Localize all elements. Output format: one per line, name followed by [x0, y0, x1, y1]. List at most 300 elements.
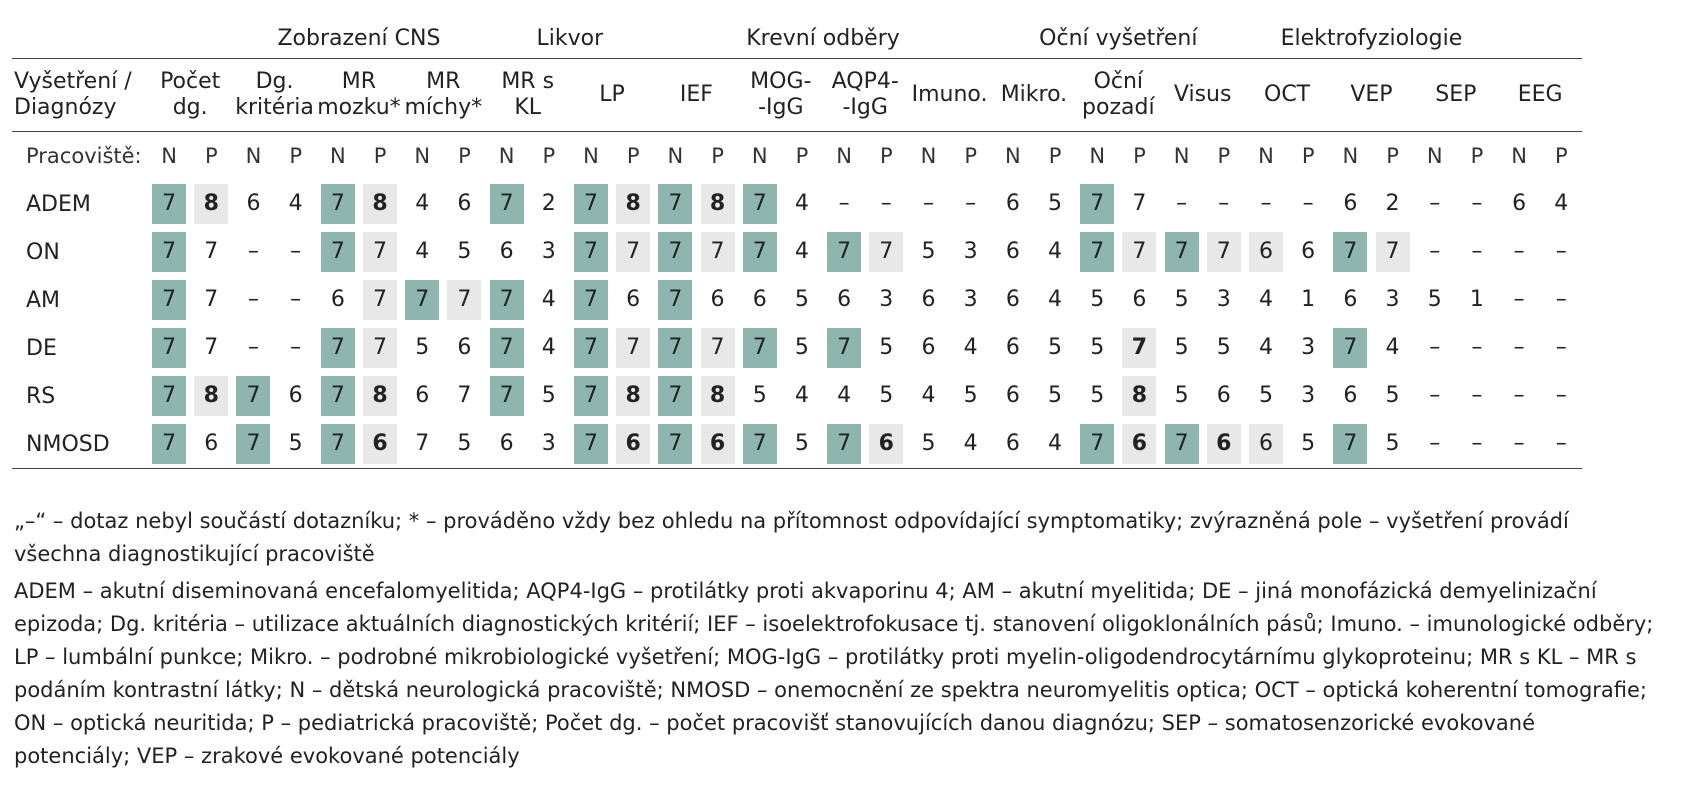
column-header-line: dg. [172, 95, 208, 120]
site-code-n: N [1089, 144, 1106, 168]
column-header-line: Imuno. [911, 82, 988, 107]
table-cell [486, 372, 528, 420]
cell-value: 7 [1122, 328, 1156, 368]
site-row [12, 132, 1582, 181]
cell-value: – [1513, 431, 1525, 456]
table-cell [950, 372, 992, 420]
cell-value: – [1471, 191, 1483, 216]
group-header [12, 18, 232, 59]
table-cell [317, 372, 359, 420]
table-cell [950, 228, 992, 276]
table-cell [1034, 420, 1076, 469]
table-cell [1287, 372, 1329, 420]
table-cell [1414, 372, 1456, 420]
table-cell [865, 228, 907, 276]
cell-value: – [1471, 383, 1483, 408]
column-header-row [12, 59, 1582, 132]
cell-value: 7 [490, 376, 524, 416]
cell-value: 6 [499, 431, 514, 456]
column-header [1414, 59, 1498, 132]
cell-value: 5 [794, 287, 809, 312]
table-cell [696, 180, 738, 228]
table-cell [443, 276, 485, 324]
cell-value: 6 [1216, 383, 1231, 408]
cell-value: 6 [1122, 424, 1156, 464]
table-cell [907, 276, 949, 324]
cell-value: 7 [1207, 232, 1241, 272]
column-header [907, 59, 991, 132]
table-cell [1076, 180, 1118, 228]
cell-value: – [1260, 191, 1272, 216]
cell-value: 7 [1333, 232, 1367, 272]
table-cell [907, 228, 949, 276]
table-cell [1456, 180, 1498, 228]
table-cell [1245, 228, 1287, 276]
site-code-n: N [329, 144, 346, 168]
cell-value: 7 [152, 184, 186, 224]
cell-value: 5 [1174, 287, 1189, 312]
table-cell [612, 324, 654, 372]
site-code-p: P [711, 144, 724, 168]
cell-value: – [1429, 191, 1441, 216]
table-cell [1456, 372, 1498, 420]
cell-value: 5 [1216, 335, 1231, 360]
cell-value: 3 [1385, 287, 1400, 312]
cell-value: – [1218, 191, 1230, 216]
cell-value: 7 [743, 328, 777, 368]
cell-value: 7 [152, 280, 186, 320]
cell-value: 6 [1301, 239, 1316, 264]
table-cell [1118, 372, 1160, 420]
cell-value: 7 [1376, 232, 1410, 272]
cell-value: 7 [363, 232, 397, 272]
cell-value: – [1513, 287, 1525, 312]
cell-value: 6 [204, 431, 219, 456]
group-header: Zobrazení CNS [232, 18, 485, 59]
cell-value: 7 [490, 184, 524, 224]
table-cell [992, 420, 1034, 469]
table-cell [359, 420, 401, 469]
column-header-line: kritéria [235, 95, 314, 120]
table-row [12, 180, 1582, 228]
table-cell [992, 276, 1034, 324]
cell-value: – [1471, 239, 1483, 264]
table-cell [148, 420, 190, 469]
table-cell [992, 372, 1034, 420]
cell-value: 7 [1080, 232, 1114, 272]
cell-value: – [1513, 239, 1525, 264]
cell-value: 5 [1048, 383, 1063, 408]
cell-value: 6 [415, 383, 430, 408]
table-cell [992, 324, 1034, 372]
cell-value: – [1513, 383, 1525, 408]
site-code-n: N [1004, 144, 1021, 168]
cell-value: 7 [574, 184, 608, 224]
column-header [1329, 59, 1413, 132]
column-header-line: mozku* [317, 95, 401, 120]
cell-value: 8 [194, 184, 228, 224]
table-cell [612, 228, 654, 276]
site-code-n: N [1258, 144, 1274, 168]
header-line: Diagnózy [14, 95, 117, 120]
table-cell [148, 180, 190, 228]
table-cell [612, 276, 654, 324]
cell-value: 7 [1132, 191, 1147, 216]
table-cell [823, 324, 865, 372]
table-cell [359, 372, 401, 420]
column-header [1161, 59, 1245, 132]
table-cell [1540, 276, 1582, 324]
cell-value: 4 [1258, 287, 1273, 312]
site-code-n: N [414, 144, 431, 168]
cell-value: 7 [447, 280, 481, 320]
table-cell [528, 228, 570, 276]
cell-value: 4 [1554, 191, 1569, 216]
cell-value: – [290, 239, 302, 264]
cell-value: 7 [701, 232, 735, 272]
cell-value: 7 [321, 424, 355, 464]
table-cell [317, 324, 359, 372]
cell-value: – [1555, 383, 1567, 408]
table-cell [486, 276, 528, 324]
cell-value: 7 [204, 239, 219, 264]
table-cell [1203, 276, 1245, 324]
table-cell [1498, 228, 1540, 276]
site-code-n: N [1173, 144, 1190, 168]
site-code-n: N [583, 144, 599, 168]
table-cell [1287, 420, 1329, 469]
table-cell [950, 420, 992, 469]
table-notes [14, 505, 1654, 777]
column-header-line: VEP [1350, 82, 1393, 107]
site-code-n: N [1342, 144, 1359, 168]
table-cell [401, 372, 443, 420]
column-header [1245, 59, 1329, 132]
table-row [12, 228, 1582, 276]
cell-value: 7 [321, 328, 355, 368]
table-cell [781, 372, 823, 420]
table-cell [1498, 324, 1540, 372]
header-line: Vyšetření / [14, 69, 132, 94]
site-code-p: P [1217, 144, 1231, 168]
table-cell [1034, 372, 1076, 420]
table-cell [275, 276, 317, 324]
column-header-line: MR [341, 69, 377, 94]
cell-value: 6 [837, 287, 852, 312]
table-cell [823, 180, 865, 228]
table-cell [443, 180, 485, 228]
cell-value: 5 [1174, 335, 1189, 360]
table-cell [781, 276, 823, 324]
cell-value: 4 [794, 239, 809, 264]
table-cell [654, 324, 696, 372]
table-cell [1034, 180, 1076, 228]
cell-value: – [1176, 191, 1188, 216]
table-cell [1034, 324, 1076, 372]
column-header-line: pozadí [1082, 95, 1155, 120]
diagnosis-name: AM [26, 287, 61, 313]
table-cell [528, 420, 570, 469]
note-legend: „–“ – dotaz nebyl součástí dotazníku; * – prováděno vždy bez ohledu na přítomnost odpovídající symptomatiky; zvýrazněná pole – vyšetření provádí všechna diagnostikující pracoviště [14, 509, 1569, 566]
table-cell [907, 420, 949, 469]
cell-value: 7 [743, 184, 777, 224]
table-cell [1076, 276, 1118, 324]
cell-value: 6 [1343, 191, 1358, 216]
cell-value: – [247, 335, 259, 360]
table-cell [1329, 420, 1371, 469]
table-cell [1456, 228, 1498, 276]
table-cell [275, 420, 317, 469]
cell-value: 7 [616, 232, 650, 272]
site-code-p: P [626, 144, 640, 168]
table-cell [359, 276, 401, 324]
table-cell [950, 324, 992, 372]
cell-value: 7 [236, 424, 270, 464]
table-cell [148, 372, 190, 420]
column-header-line: MR [426, 69, 461, 94]
cell-value: 5 [457, 239, 472, 264]
table-cell [865, 420, 907, 469]
cell-value: 4 [921, 383, 936, 408]
table-cell [1287, 324, 1329, 372]
table-cell [1076, 372, 1118, 420]
table-cell [1076, 324, 1118, 372]
cell-value: 6 [616, 424, 650, 464]
cell-value: 4 [1048, 431, 1063, 456]
table-cell [1414, 324, 1456, 372]
cell-value: 7 [574, 424, 608, 464]
cell-value: 5 [1048, 191, 1063, 216]
table-cell [528, 372, 570, 420]
table-cell [359, 180, 401, 228]
cell-value: – [290, 287, 302, 312]
site-code-n: N [498, 144, 515, 168]
site-code-p: P [458, 144, 471, 168]
table-cell [739, 324, 781, 372]
table-cell [275, 180, 317, 228]
cell-value: 6 [921, 335, 936, 360]
table-cell [317, 180, 359, 228]
table-cell [570, 420, 612, 469]
table-cell [486, 180, 528, 228]
table-cell [190, 324, 232, 372]
table-row [12, 420, 1582, 469]
table-cell [1118, 180, 1160, 228]
cell-value: 5 [1385, 383, 1400, 408]
table-cell [232, 372, 274, 420]
cell-value: – [247, 239, 259, 264]
cell-value: 7 [1122, 232, 1156, 272]
cell-value: 4 [963, 431, 978, 456]
cell-value: 6 [457, 191, 472, 216]
table-cell [148, 228, 190, 276]
table-cell [190, 276, 232, 324]
cell-value: 5 [752, 383, 767, 408]
table-cell [443, 228, 485, 276]
cell-value: – [965, 191, 977, 216]
table-cell [907, 372, 949, 420]
cell-value: 7 [827, 232, 861, 272]
table-cell [1118, 420, 1160, 469]
cell-value: 7 [363, 328, 397, 368]
table-cell [654, 228, 696, 276]
table-row [12, 324, 1582, 372]
column-header-line: SEP [1435, 82, 1477, 107]
table-cell [865, 180, 907, 228]
cell-value: 7 [321, 232, 355, 272]
cell-value: 8 [616, 184, 650, 224]
column-header [486, 59, 570, 132]
cell-value: 5 [415, 335, 430, 360]
cell-value: 3 [963, 239, 978, 264]
cell-value: – [1555, 431, 1567, 456]
table-cell [950, 180, 992, 228]
cell-value: 5 [1090, 335, 1105, 360]
cell-value: 6 [1005, 383, 1020, 408]
cell-value: 5 [921, 239, 936, 264]
table-cell [907, 324, 949, 372]
table-cell [1118, 324, 1160, 372]
cell-value: 3 [1301, 335, 1316, 360]
header-exam-diagnosis [12, 59, 148, 132]
cell-value: 5 [879, 383, 894, 408]
cell-value: – [1429, 431, 1441, 456]
cell-value: 6 [869, 424, 903, 464]
cell-value: 3 [879, 287, 894, 312]
cell-value: 6 [1005, 239, 1020, 264]
column-header-line: OCT [1264, 82, 1311, 107]
cell-value: 4 [794, 383, 809, 408]
table-cell [148, 276, 190, 324]
site-code-p: P [1301, 144, 1315, 168]
table-cell [1161, 276, 1203, 324]
cell-value: 5 [1258, 383, 1273, 408]
group-header: Krevní odběry [654, 18, 992, 59]
table-cell [696, 228, 738, 276]
cell-value: 4 [1048, 287, 1063, 312]
cell-value: 5 [879, 335, 894, 360]
cell-value: 5 [1385, 431, 1400, 456]
table-cell [1076, 420, 1118, 469]
cell-value: 7 [236, 376, 270, 416]
note-abbreviations: ADEM – akutní diseminovaná encefalomyelitida; AQP4-IgG – protilátky proti akvaporinu 4; AM – akutní myelitida; DE – jiná monofázická demyelinizační epizoda; Dg. kritéria – utilizace aktuálních diagnostických kritérií; IEF – isoelektrofokusace tj. stanovení oligoklonálních pásů; Imuno. – imunologické odběry; LP – lumbální punkce; Mikro. – podrobné mikrobiologické vyšetření; MOG-IgG – protilátky proti myelin-oligodendrocytárnímu glykoproteinu; MR s KL – MR s podáním kontrastní látky; N – dětská neurologická pracoviště; NMOSD – onemocnění ze spektra neuromyelitis optica; OCT – optická koherentní tomografie; ON – optická neuritida; P – pediatrická pracoviště; Počet dg. – počet pracovišť stanovujících danou diagnózu; SEP – somatosenzorické evokované potenciály; VEP – zrakové evokované potenciály [14, 579, 1654, 768]
column-header [1498, 59, 1582, 132]
cell-value: 6 [1343, 287, 1358, 312]
diagnostic-table [12, 18, 1582, 469]
site-label: Pracoviště: [26, 144, 142, 168]
table-cell [739, 420, 781, 469]
table-cell [1118, 276, 1160, 324]
diagnosis-name: ADEM [26, 191, 91, 217]
table-cell [570, 324, 612, 372]
cell-value: – [247, 287, 259, 312]
cell-value: 4 [541, 335, 556, 360]
table-cell [1498, 276, 1540, 324]
cell-value: 3 [963, 287, 978, 312]
table-cell [1456, 324, 1498, 372]
cell-value: 7 [574, 376, 608, 416]
table-cell [1371, 420, 1413, 469]
cell-value: 6 [1005, 431, 1020, 456]
table-cell [401, 420, 443, 469]
table-cell [275, 228, 317, 276]
table-cell [865, 324, 907, 372]
table-cell [992, 180, 1034, 228]
table-cell [1498, 372, 1540, 420]
cell-value: 6 [921, 287, 936, 312]
cell-value: 7 [743, 232, 777, 272]
cell-value: 7 [658, 376, 692, 416]
column-header-line: Visus [1173, 82, 1232, 107]
table-cell [950, 276, 992, 324]
cell-value: 6 [1249, 424, 1283, 464]
site-code-n: N [1511, 144, 1527, 168]
cell-value: 5 [921, 431, 936, 456]
cell-value: 4 [415, 191, 430, 216]
cell-value: 8 [363, 184, 397, 224]
table-cell [486, 324, 528, 372]
cell-value: 7 [1165, 424, 1199, 464]
table-cell [1498, 180, 1540, 228]
cell-value: 3 [1301, 383, 1316, 408]
cell-value: 5 [794, 431, 809, 456]
cell-value: 7 [574, 328, 608, 368]
table-cell [190, 228, 232, 276]
cell-value: 8 [701, 184, 735, 224]
table-cell [1371, 372, 1413, 420]
table-cell [1034, 276, 1076, 324]
table-cell [1414, 180, 1456, 228]
cell-value: 6 [1005, 191, 1020, 216]
cell-value: 7 [1080, 424, 1114, 464]
group-header: Elektrofyziologie [1245, 18, 1498, 59]
site-code-p: P [879, 144, 893, 168]
column-header-line: Mikro. [1000, 82, 1068, 107]
site-code-p: P [1048, 144, 1062, 168]
column-header [232, 59, 316, 132]
table-cell [1540, 180, 1582, 228]
table-cell [1161, 324, 1203, 372]
table-cell [190, 420, 232, 469]
group-header: Likvor [486, 18, 655, 59]
table-cell [401, 228, 443, 276]
table-cell [190, 180, 232, 228]
table-cell [232, 180, 274, 228]
cell-value: 7 [658, 424, 692, 464]
cell-value: 4 [837, 383, 852, 408]
table-cell [1161, 420, 1203, 469]
table-cell [528, 180, 570, 228]
cell-value: 6 [363, 424, 397, 464]
cell-value: 7 [1333, 424, 1367, 464]
cell-value: 2 [541, 191, 556, 216]
table-cell [148, 324, 190, 372]
table-row [12, 372, 1582, 420]
cell-value: – [1555, 239, 1567, 264]
table-cell [1540, 324, 1582, 372]
table-cell [570, 228, 612, 276]
site-code-p: P [795, 144, 809, 168]
table-cell [823, 276, 865, 324]
table-row [12, 276, 1582, 324]
cell-value: 7 [321, 184, 355, 224]
cell-value: 6 [288, 383, 303, 408]
table-cell [739, 276, 781, 324]
table-cell [1329, 228, 1371, 276]
cell-value: 8 [701, 376, 735, 416]
cell-value: 7 [152, 328, 186, 368]
table-cell [1371, 324, 1413, 372]
